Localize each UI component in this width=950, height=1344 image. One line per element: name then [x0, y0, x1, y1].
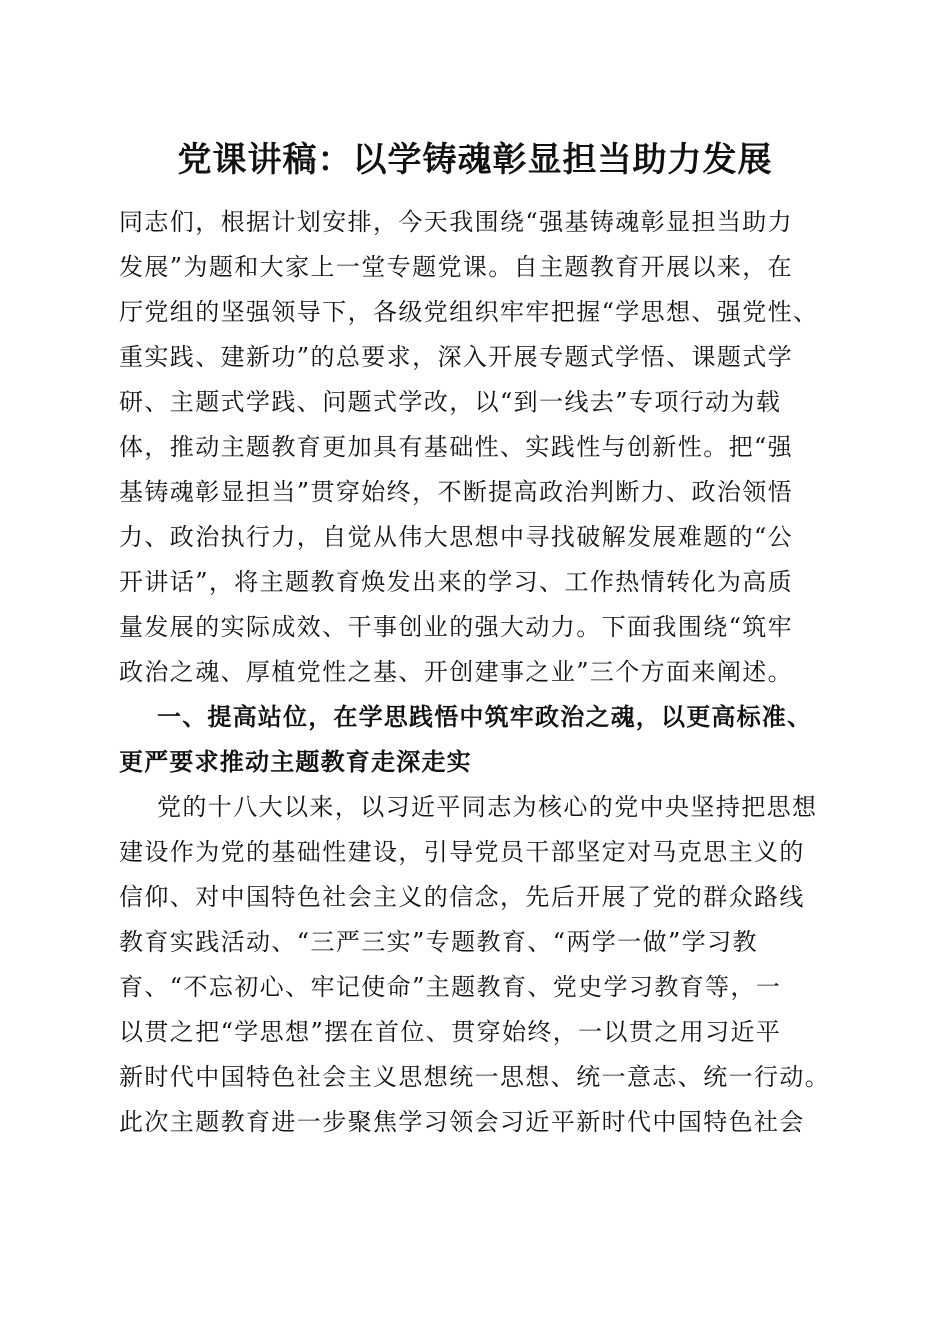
text-line: 量发展的实际成效、干事创业的强大动力。下面我围绕“筑牢 [119, 613, 794, 641]
text-line: 党的十八大以来，以习近平同志为核心的党中央坚持把思想 [157, 793, 818, 821]
text-line: 信仰、对中国特色社会主义的信念，先后开展了党的群众路线 [119, 883, 805, 911]
text-line: 研、主题式学践、问题式学改，以“到一线去”专项行动为载 [119, 388, 782, 416]
text-line: 建设作为党的基础性建设，引导党员干部坚定对马克思主义的 [119, 838, 805, 866]
heading-line: 一、提高站位，在学思践悟中筑牢政治之魂，以更高标准、 [157, 703, 813, 731]
heading-line: 更严要求推动主题教育走深走实 [119, 748, 472, 776]
text-line: 育、“不忘初心、牢记使命”主题教育、党史学习教育等，一 [119, 973, 782, 1001]
intro-paragraph [119, 200, 839, 695]
document-body [119, 200, 839, 1145]
text-line: 厅党组的坚强领导下，各级党组织牢牢把握“学思想、强党性、 [119, 298, 819, 326]
document-title: 党课讲稿：以学铸魂彰显担当助力发展 [177, 140, 773, 180]
text-line: 教育实践活动、“三严三实”专题教育、“两学一做”学习教 [119, 928, 758, 956]
text-line: 新时代中国特色社会主义思想统一思想、统一意志、统一行动。 [119, 1063, 831, 1091]
text-line: 重实践、建新功”的总要求，深入开展专题式学悟、课题式学 [119, 343, 794, 371]
section-1-heading [119, 695, 839, 785]
text-line: 开讲话”，将主题教育焕发出来的学习、工作热情转化为高质 [119, 568, 794, 596]
text-line: 以贯之把“学思想”摆在首位、贯穿始终，一以贯之用习近平 [119, 1018, 782, 1046]
text-line: 基铸魂彰显担当”贯穿始终，不断提高政治判断力、政治领悟 [119, 478, 794, 506]
text-line: 此次主题教育进一步聚焦学习领会习近平新时代中国特色社会 [119, 1108, 805, 1136]
text-line: 同志们，根据计划安排，今天我围绕“强基铸魂彰显担当助力 [119, 208, 794, 236]
text-line: 发展”为题和大家上一堂专题党课。自主题教育开展以来，在 [119, 253, 794, 281]
text-line: 力、政治执行力，自觉从伟大思想中寻找破解发展难题的“公 [119, 523, 794, 551]
text-line: 政治之魂、厚植党性之基、开创建事之业”三个方面来阐述。 [119, 658, 794, 686]
text-line: 体，推动主题教育更加具有基础性、实践性与创新性。把“强 [119, 433, 794, 461]
section-1-paragraph [119, 785, 839, 1145]
